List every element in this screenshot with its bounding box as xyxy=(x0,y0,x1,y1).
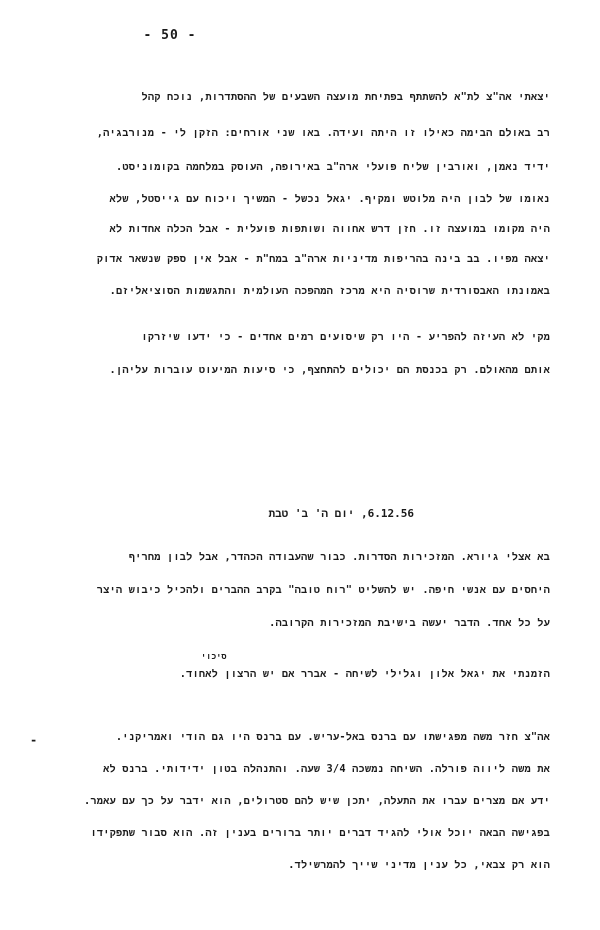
paragraph-3-line: בא אצלי גיורא. המזכירות הסדרות. כבור שהעבודה הכהדר, אבל לבון מחריף xyxy=(128,551,550,563)
paragraph-4-line: הזמנתי את יגאל אלון וגלילי לשיחה - אברר אם יש הרצון לאחוד. xyxy=(179,668,550,680)
paragraph-5-line: את משה ליווה פורלה. השיחה נמשכה 3/4 שעה. והתנהלה בטון ידידותי. ברנס לא xyxy=(103,763,550,775)
paragraph-2-line: אותם מהאולם. רק בכנסת הם יכולים להתחצף, כי סיעות המיעוט עוברות עליהן. xyxy=(109,364,550,376)
paragraph-5-line: הוא רק צבאי, כל ענין מדיני שייך להמרשילד. xyxy=(288,859,550,871)
paragraph-1-line: באמונתו האבסורדית שרוסיה היא מרכז המהפכה העולמית והתגשמות הסוציאליזם. xyxy=(109,285,550,297)
margin-dash: - xyxy=(30,733,38,747)
paragraph-1-line: יצאתי אה"צ לת"א להשתתף בפתיחת מועצה השבעים של ההסתדרות, נוכח קהל xyxy=(141,91,550,103)
page-number: - 50 - xyxy=(143,28,197,43)
paragraph-1-line: נאומו של לבון היה מלוטש ומקיף. יגאל נכשל - המשיך ויכוח עם גייסטל, שלא xyxy=(109,193,550,205)
paragraph-3-line: היחסים עם אנשי חיפה. יש להשליט "רוח טובה" בקרב ההברים ולהכיל כיבוש היצר xyxy=(96,584,550,596)
paragraph-3-line: על כל אחד. הדבר יעשה בישיבת המזכירות הקרובה. xyxy=(269,617,550,629)
handwritten-insertion: סיכוי xyxy=(201,652,227,662)
paragraph-1-line: רב באולם הבימה כאילו זו היתה ועידה. באו שני אורחים: הזקן לי - מנורבגיה, xyxy=(96,127,550,139)
paragraph-1-line: היה מקומו במועצה זו. חזן דרש אחווה ושותפות פועלית - אבל הכלה אחדות לא xyxy=(109,223,550,235)
diary-date-heading: 6.12.56, יום ה' ב' טבת xyxy=(268,507,414,520)
paragraph-5-line: ידע אם מצרים עברו את התעלה, יתכן שיש להם סטרולים, הוא ידבר על כך עם עאמר. xyxy=(83,795,550,807)
paragraph-5-line: בפגישה הבאה יוכל אולי להגיד דברים יותר ברורים בענין זה. הוא סבור שתפקידו xyxy=(90,827,550,839)
paragraph-1-line: יצאה מפיו. בב בינה בהריפות מדיניות ארה"ב במח"ת - אבל אין ספק שנשאר אדוק xyxy=(96,253,550,265)
paragraph-5-line: אה"צ חזר משה מפגישתו עם ברנס באל-עריש. עם ברנס היו גם הודי ואמריקני. xyxy=(115,731,550,743)
paragraph-2-line: מקי לא העיזה להפריע - היו רק שיסועים רמים אחדים - כי ידעו שיזרקו xyxy=(141,331,550,343)
paragraph-1-line: ידיד נאמן, ואורבין שליח פועלי ארה"ב באירופה, העוסק במלחמה בקומוניסט. xyxy=(115,161,550,173)
